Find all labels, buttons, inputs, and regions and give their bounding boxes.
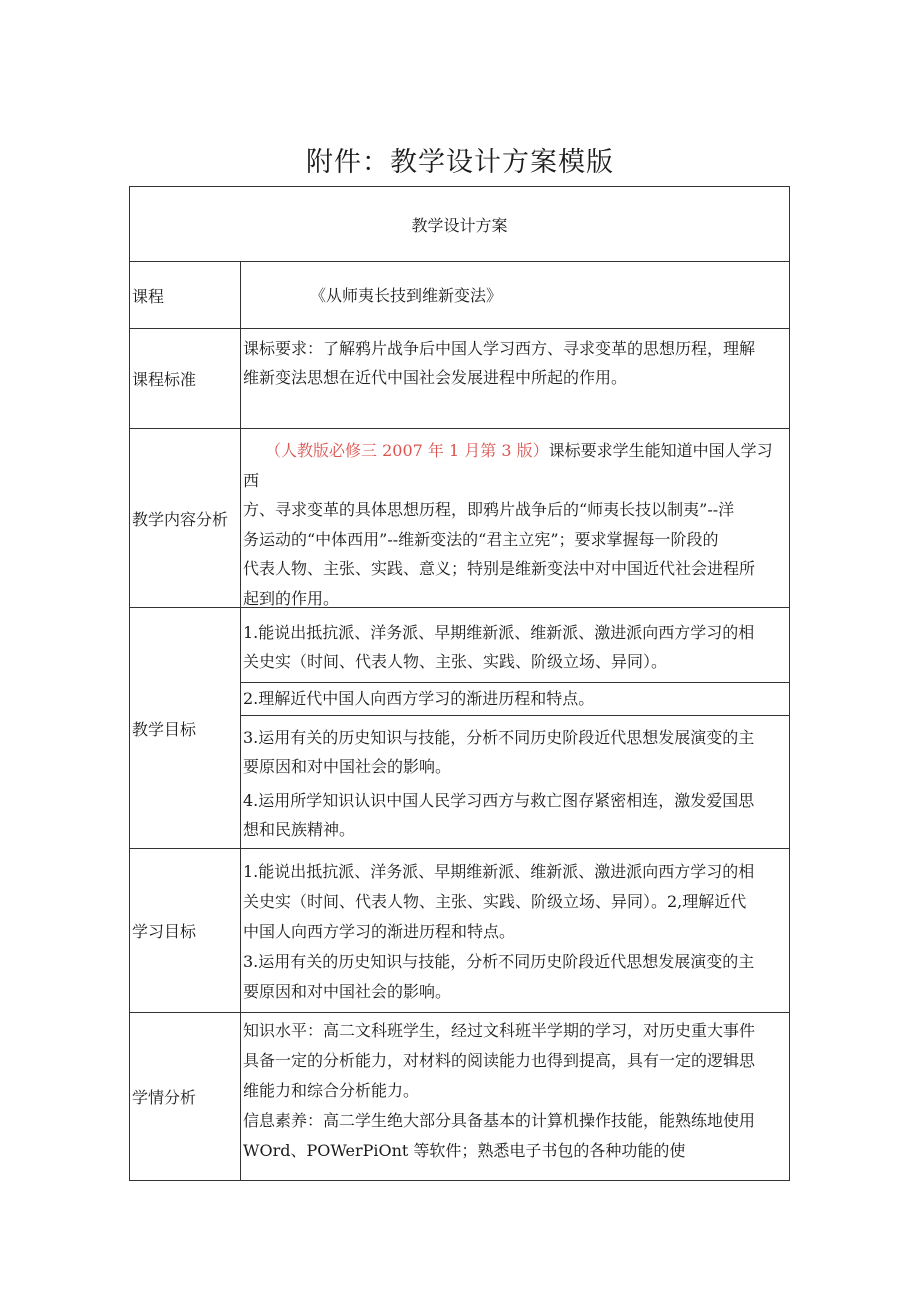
learning-goal-line: 关史实（时间、代表人物、主张、实践、阶级立场、异同）。2,理解近代 <box>243 892 747 911</box>
row-label-content-analysis: 教学内容分析 <box>130 429 241 607</box>
learning-goals-content <box>241 849 789 1012</box>
page-title: 附件：教学设计方案模版 <box>306 147 614 178</box>
teaching-goal-line: 2.理解近代中国人向西方学习的渐进历程和特点。 <box>243 689 595 708</box>
table-header-row <box>130 187 789 261</box>
teaching-goal-line: 3.运用有关的历史知识与技能，分析不同历史阶段近代思想发展演变的主 <box>243 728 755 747</box>
learner-analysis-line: 知识水平：高二文科班学生，经过文科班半学期的学习，对历史重大事件 <box>243 1021 756 1040</box>
teaching-goal-2 <box>241 682 789 715</box>
textbook-source: （人教版必修三 2007 年 1 月第 3 版） <box>265 441 549 460</box>
content-analysis-line: 起到的作用。 <box>243 588 340 608</box>
teaching-goals-content <box>241 608 789 848</box>
learner-analysis-line: WOrd、POWerPiOnt 等软件；熟悉电子书包的各种功能的使 <box>243 1141 686 1160</box>
standard-line: 维新变法思想在近代中国社会发展进程中所起的作用。 <box>243 368 628 387</box>
teaching-goal-1 <box>241 618 789 676</box>
row-label-learner-analysis: 学情分析 <box>130 1013 241 1180</box>
standard-line: 课标要求：了解鸦片战争后中国人学习西方、寻求变革的思想历程，理解 <box>243 339 756 358</box>
table-row-content-analysis <box>130 428 789 607</box>
learner-analysis-line: 信息素养：高二学生绝大部分具备基本的计算机操作技能，能熟练地使用 <box>243 1111 756 1130</box>
learner-analysis-line: 具备一定的分析能力，对材料的阅读能力也得到提高，具有一定的逻辑思 <box>243 1051 756 1070</box>
teaching-goal-3 <box>241 715 789 781</box>
table-header: 教学设计方案 <box>411 215 508 235</box>
table-row-standard <box>130 328 789 428</box>
course-value: 《从师夷长技到维新变法》 <box>310 285 503 305</box>
table-row-learning-goals <box>130 848 789 1012</box>
learning-goal-line: 1.能说出抵抗派、洋务派、早期维新派、维新派、激进派向西方学习的相 <box>243 862 755 881</box>
lesson-plan-table <box>129 186 790 1181</box>
learning-goal-line: 中国人向西方学习的渐进历程和特点。 <box>243 922 516 941</box>
content-analysis-line: 代表人物、主张、实践、意义；特别是维新变法中对中国近代社会进程所 <box>243 559 756 578</box>
row-label-standard: 课程标准 <box>130 329 241 428</box>
teaching-goal-4 <box>241 786 789 844</box>
row-label-teaching-goals: 教学目标 <box>130 608 241 848</box>
content-analysis-line <box>243 436 788 495</box>
teaching-goal-line: 要原因和对中国社会的影响。 <box>243 757 452 776</box>
table-row-course <box>130 261 789 328</box>
teaching-goal-line: 1.能说出抵抗派、洋务派、早期维新派、维新派、激进派向西方学习的相 <box>243 623 755 642</box>
learner-analysis-line: 维能力和综合分析能力。 <box>243 1081 420 1100</box>
content-analysis-text: 课标要求学生能知道中国人学习西 <box>243 441 773 490</box>
row-label-learning-goals: 学习目标 <box>130 849 241 1012</box>
table-row-teaching-goals <box>130 607 789 848</box>
content-analysis-line: 务运动的“中体西用”--维新变法的“君主立宪”；要求掌握每一阶段的 <box>243 529 719 549</box>
table-row-learner-analysis <box>130 1012 789 1180</box>
course-value-cell <box>241 262 789 328</box>
learning-goal-line: 3.运用有关的历史知识与技能，分析不同历史阶段近代思想发展演变的主 <box>243 952 755 971</box>
content-analysis-line: 方、寻求变革的具体思想历程，即鸦片战争后的“师夷长技以制夷”--洋 <box>243 500 735 519</box>
learning-goal-line: 要原因和对中国社会的影响。 <box>243 982 452 1001</box>
learner-analysis-content <box>241 1013 789 1180</box>
teaching-goal-line: 4.运用所学知识认识中国人民学习西方与救亡图存紧密相连，激发爱国思 <box>243 791 755 810</box>
row-label-course: 课程 <box>130 262 241 328</box>
teaching-goal-line: 想和民族精神。 <box>243 820 356 839</box>
content-analysis-content <box>241 429 789 607</box>
standard-content <box>241 329 789 428</box>
teaching-goal-line: 关史实（时间、代表人物、主张、实践、阶级立场、异同）。 <box>243 652 668 671</box>
